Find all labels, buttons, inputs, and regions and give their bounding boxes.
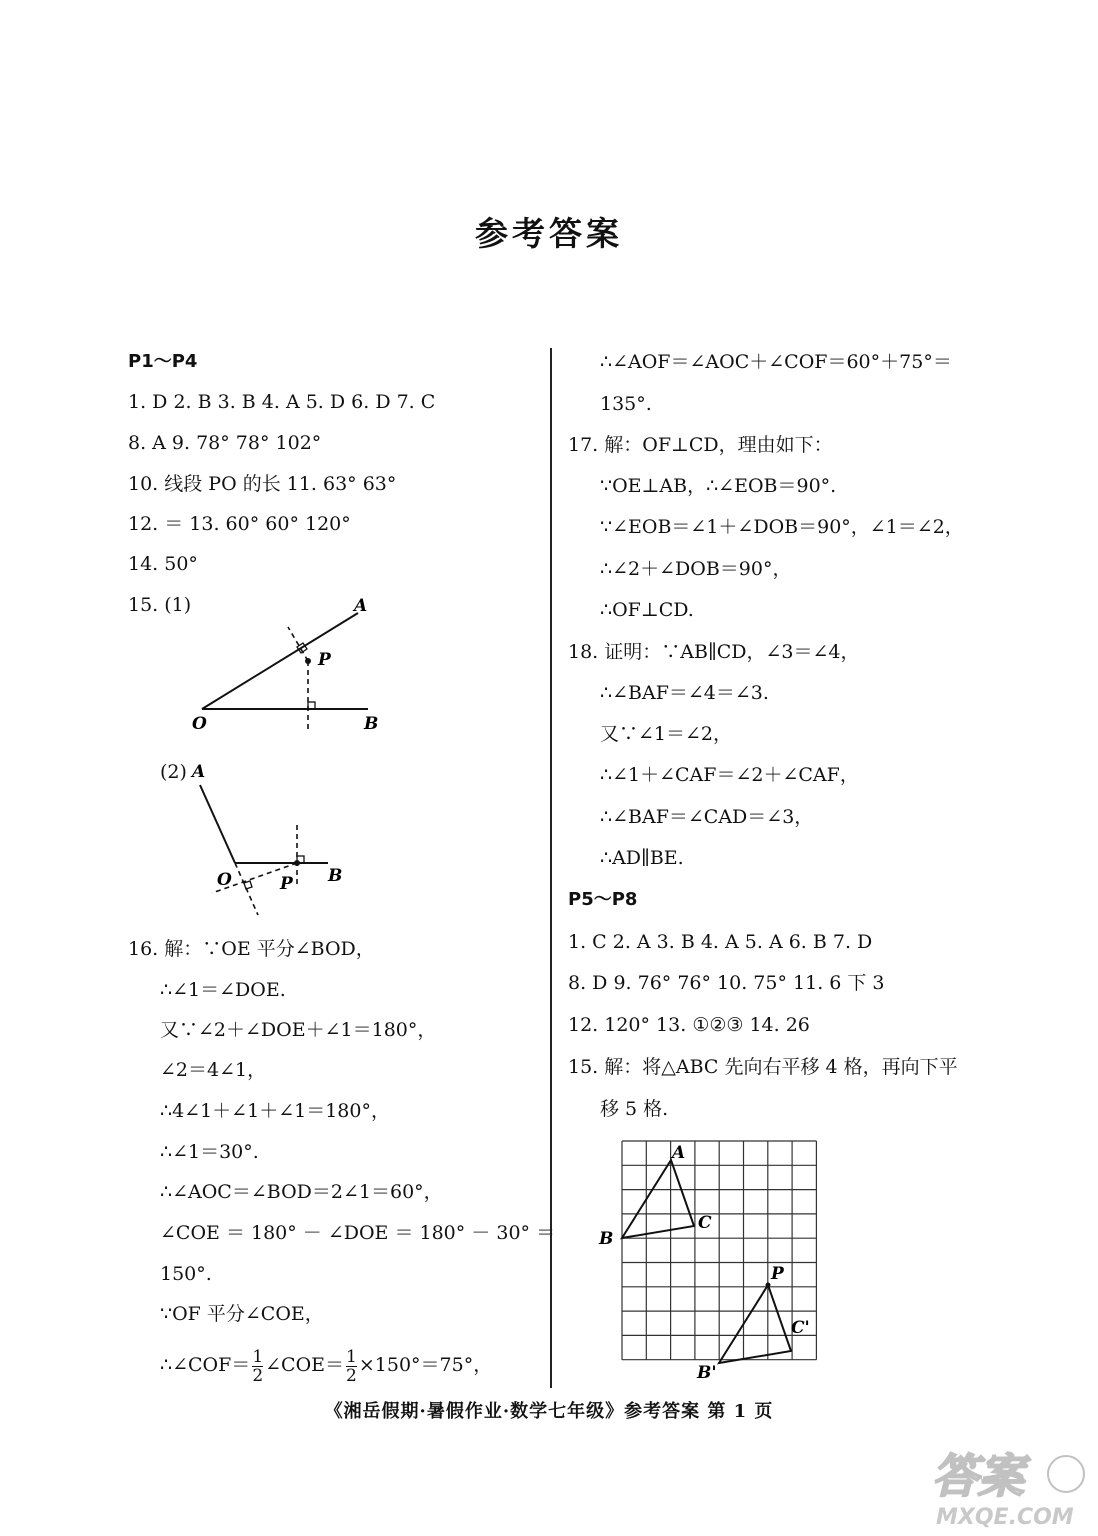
answer-line: 150°. (160, 1263, 212, 1285)
grid-lines (622, 1141, 816, 1360)
fraction (346, 1348, 357, 1385)
answer-line-fraction (160, 1345, 492, 1385)
answer-line: 又∵∠1＝∠2， (600, 723, 733, 745)
answer-line: 移 5 格. (600, 1098, 669, 1120)
point-label-p: P (280, 874, 293, 894)
point-label-b-prime: B' (697, 1363, 717, 1383)
answer-line: ∠2＝4∠1， (160, 1059, 267, 1081)
answer-line: ∵OF 平分∠COE， (160, 1303, 324, 1325)
point-label-b: B (599, 1229, 614, 1249)
answer-line: 135°. (600, 393, 652, 415)
answer-line: 1. D 2. B 3. B 4. A 5. D 6. D 7. C (128, 391, 436, 413)
point-label-b: B (364, 714, 379, 734)
answer-line: ∴∠BAF＝∠CAD＝∠3， (600, 806, 814, 828)
answer-line: ∵∠EOB＝∠1＋∠DOB＝90°，∠1＝∠2， (600, 516, 964, 538)
fraction-numerator: 1 (346, 1346, 357, 1367)
point-label-c-prime: C' (791, 1318, 810, 1338)
fraction-denominator: 2 (252, 1365, 264, 1386)
watermark-seal-icon (1048, 1456, 1084, 1492)
answer-line: 17. 解：OF⊥CD，理由如下： (568, 434, 833, 456)
answer-line: ∴AD∥BE. (600, 847, 684, 869)
watermark-url: MXQE.COM (936, 1505, 1074, 1530)
answer-line: 又∵∠2＋∠DOE＋∠1＝180°， (160, 1019, 437, 1041)
point-label-o: O (217, 870, 232, 890)
fraction-text: ×150°＝75°， (358, 1354, 493, 1376)
answer-line: ∴∠AOF＝∠AOC＋∠COF＝60°＋75°＝ (600, 351, 952, 373)
figure-15-2 (180, 755, 360, 925)
point-label-p: P (318, 650, 331, 670)
watermark-text: 答案 (932, 1449, 1024, 1503)
point-label-b: B (328, 866, 343, 886)
translation-grid-figure (595, 1136, 835, 1396)
point-label-c: C (698, 1213, 712, 1233)
fraction-text: ∠COE＝ (265, 1354, 345, 1376)
answer-line: ∴4∠1＋∠1＋∠1＝180°， (160, 1100, 390, 1122)
answer-line: 1. C 2. A 3. B 4. A 5. A 6. B 7. D (568, 931, 873, 953)
fraction-numerator: 1 (252, 1346, 264, 1367)
answer-line: ∠COE ＝ 180° － ∠DOE ＝ 180° － 30° ＝ (160, 1222, 556, 1244)
answer-line: ∴∠BAF＝∠4＝∠3. (600, 682, 769, 704)
page-title: 参考答案 (475, 214, 623, 253)
answer-line: 8. D 9. 76° 76° 10. 75° 11. 6 下 3 (568, 972, 885, 994)
answer-line: ∴∠1＝∠DOE. (160, 979, 286, 1001)
fraction-denominator: 2 (346, 1365, 357, 1386)
figure-15-1 (180, 595, 410, 745)
answer-line: 18. 证明：∵AB∥CD，∠3＝∠4， (568, 641, 860, 663)
point-label-a: A (672, 1143, 686, 1163)
answer-line: ∴∠2＋∠DOB＝90°， (600, 558, 792, 580)
answer-line: ∴∠1＋∠CAF＝∠2＋∠CAF， (600, 764, 859, 786)
fraction (252, 1348, 263, 1385)
answer-line: 12. ＝ 13. 60° 60° 120° (128, 513, 351, 535)
answer-line: 12. 120° 13. ①②③ 14. 26 (568, 1014, 810, 1036)
answer-line: ∴∠1＝30°. (160, 1141, 259, 1163)
answer-line: 14. 50° (128, 553, 198, 575)
page-footer: 《湘岳假期·暑假作业·数学七年级》参考答案 第 1 页 (324, 1401, 774, 1422)
answer-line: 16. 解：∵OE 平分∠BOD， (128, 938, 375, 960)
answer-line: ∴OF⊥CD. (600, 599, 694, 621)
point-label-a: A (192, 762, 206, 782)
section-heading-p1-p4: P1～P4 (128, 351, 198, 372)
answer-line: 15. 解：将△ABC 先向右平移 4 格，再向下平 (568, 1056, 958, 1078)
point-label-a: A (354, 596, 368, 616)
figure-15-2-label: (2) (160, 761, 187, 783)
fraction-text: ∴∠COF＝ (160, 1354, 251, 1376)
answer-line: 15. (1) (128, 594, 192, 616)
answer-line: ∴∠AOC＝∠BOD＝2∠1＝60°， (160, 1181, 443, 1203)
point-label-o: O (192, 714, 207, 734)
answer-line: 10. 线段 PO 的长 11. 63° 63° (128, 473, 397, 495)
watermark-logo (928, 1440, 1088, 1530)
answer-line: ∵OE⊥AB，∴∠EOB＝90°. (600, 475, 837, 497)
point-label-p: P (771, 1264, 784, 1284)
section-heading-p5-p8: P5～P8 (568, 889, 638, 910)
answer-line: 8. A 9. 78° 78° 102° (128, 432, 322, 454)
